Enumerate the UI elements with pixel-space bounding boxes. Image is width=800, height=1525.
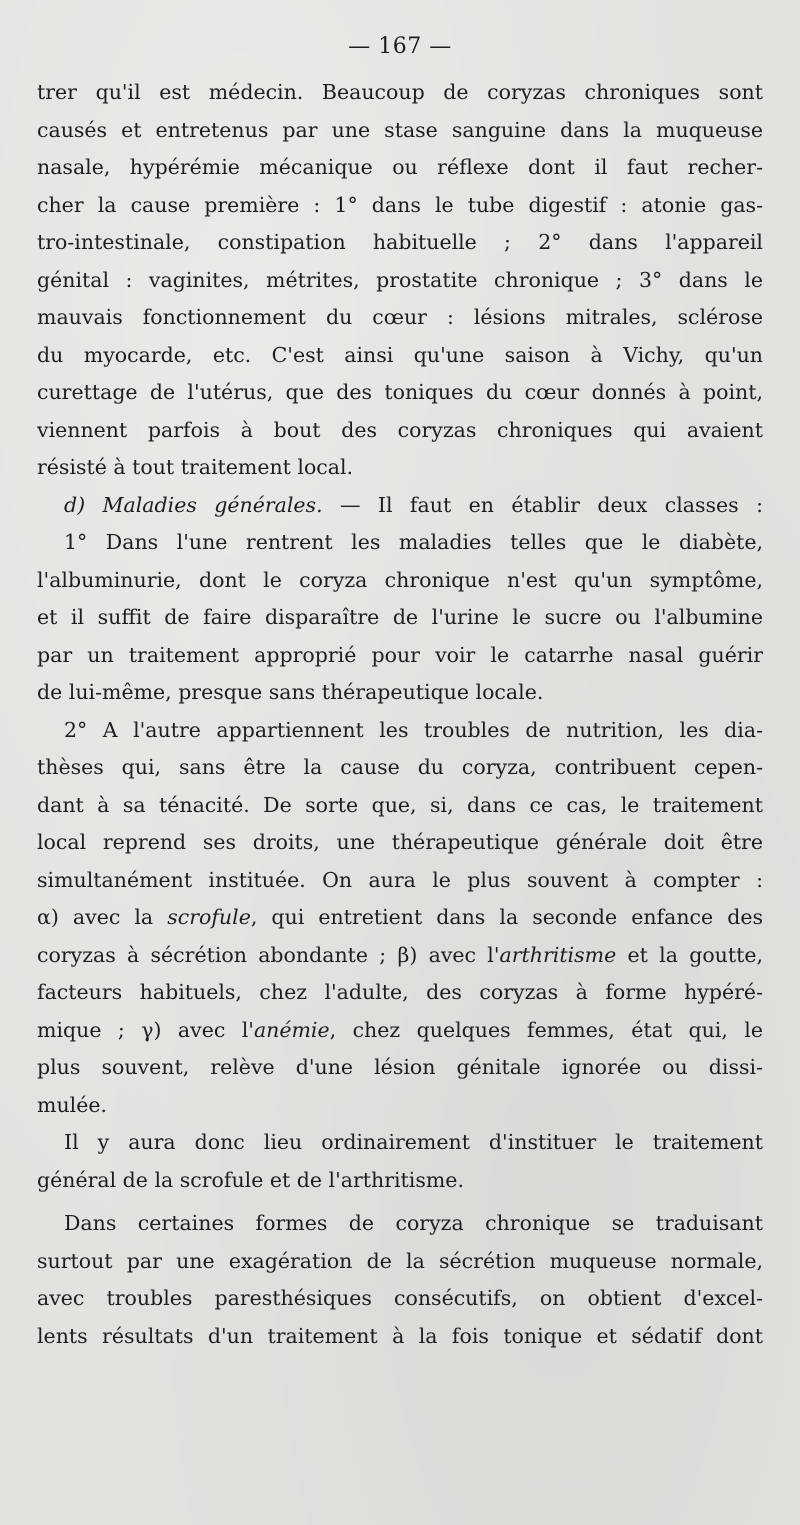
text-line: 2° A l'autre appartiennent les troubles de nutrition, les dia- [64,717,763,742]
text-line: Dans certaines formes de coryza chronique se traduisant [64,1211,763,1235]
text-line: général de la scrofule et de l'arthritisme. [37,1167,464,1192]
text-line: plus souvent, relève d'une lésion génitale ignorée ou dissi- [37,1055,763,1079]
text-line-mixed [37,1012,763,1050]
text-span: , chez quelques femmes, état qui, le [329,1017,763,1042]
text-line: 1° Dans l'une rentrent les maladies telles que le diabète, [64,530,763,554]
text-line: curettage de l'utérus, que des toniques du cœur donnés à point, [37,380,763,404]
text-span: coryzas à sécrétion abondante ; β) avec l' [37,942,500,967]
italic-term: arthritisme [499,942,617,967]
text-span: et la goutte, [616,942,763,967]
text-line: dant à sa ténacité. De sorte que, si, dans ce cas, le traitement [37,792,763,817]
text-line-mixed [37,937,763,975]
text-line: trer qu'il est médecin. Beaucoup de coryzas chroniques sont [37,80,763,104]
text-line: surtout par une exagération de la sécrétion muqueuse normale, [37,1248,763,1273]
text-line: facteurs habituels, chez l'adulte, des coryzas à forme hypéré- [37,980,763,1004]
text-line: génital : vaginites, métrites, prostatite chronique ; 3° dans le [37,267,763,292]
section-heading-line [37,487,763,525]
text-line: tro-intestinale, constipation habituelle ; 2° dans l'appareil [37,230,763,254]
italic-term: anémie [253,1017,330,1042]
text-line: Il y aura donc lieu ordinairement d'instituer le traitement [64,1130,763,1154]
text-line: cher la cause première : 1° dans le tube digestif : atonie gas- [37,192,763,217]
text-span: , qui entretient dans la seconde enfance des [250,905,763,929]
text-line: mauvais fonctionnement du cœur : lésions mitrales, sclérose [37,305,763,329]
body-text [37,74,763,1355]
text-line: l'albuminurie, dont le coryza chronique n'est qu'un symptôme, [37,567,763,592]
text-line: par un traitement approprié pour voir le catarrhe nasal guérir [37,642,763,667]
text-span: mique ; γ) avec l' [37,1017,254,1042]
page-number: — 167 — [348,34,452,59]
text-line: local reprend ses droits, une thérapeutique générale doit être [37,830,763,854]
text-span: α) avec la [37,905,168,929]
text-line: nasale, hypérémie mécanique ou réflexe dont il faut recher- [37,155,763,179]
text-line: avec troubles paresthésiques consécutifs, on obtient d'excel- [37,1286,763,1310]
text-line: résisté à tout traitement local. [37,455,354,479]
section-title: Maladies générales. [102,492,323,517]
text-line: de lui-même, presque sans thérapeutique locale. [37,680,544,704]
italic-term: scrofule [167,905,251,929]
text-line: et il suffit de faire disparaître de l'urine le sucre ou l'albumine [37,605,763,629]
text-line: mulée. [37,1092,107,1117]
text-line: thèses qui, sans être la cause du coryza, contribuent cepen- [37,755,763,779]
text-line-mixed [37,899,763,937]
text-line: lents résultats d'un traitement à la fois tonique et sédatif dont [37,1323,763,1348]
section-letter: d) [64,492,103,517]
text-line: causés et entretenus par une stase sanguine dans la muqueuse [37,117,763,142]
section-intro: — Il faut en établir deux classes : [322,492,763,517]
text-line: viennent parfois à bout des coryzas chroniques qui avaient [37,417,763,442]
text-line: du myocarde, etc. C'est ainsi qu'une saison à Vichy, qu'un [37,342,763,367]
text-line: simultanément instituée. On aura le plus souvent à compter : [37,867,763,892]
